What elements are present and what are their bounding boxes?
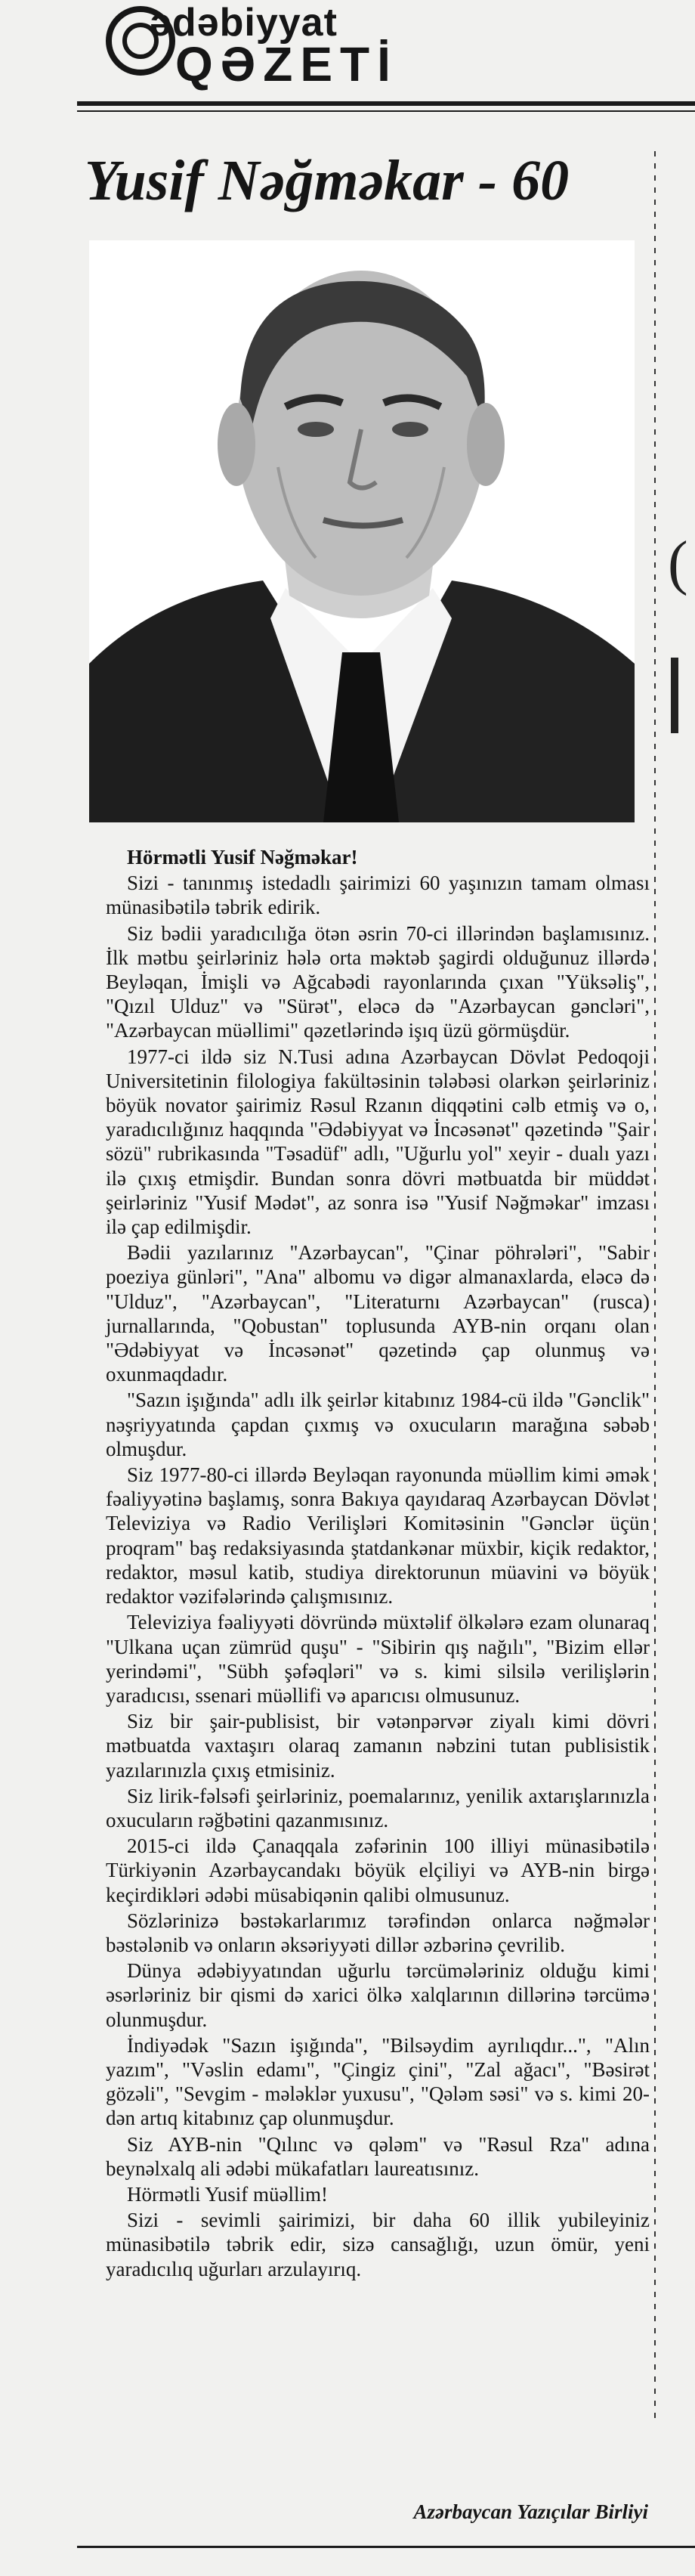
portrait-photo — [89, 240, 635, 822]
article-body — [106, 845, 650, 2283]
masthead-line1: ədəbiyyat — [150, 1, 338, 45]
top-rule-thin — [77, 110, 695, 112]
edge-glyph-paren: ( — [668, 530, 688, 596]
paragraph: Siz lirik-fəlsəfi şeirləriniz, poemalarınız, yenilik axtarışlarınızla oxucuların rəğbətini qazanmısınız. — [106, 1784, 650, 1831]
paragraph: Siz bir şair-publisist, bir vətənpərvər ziyalı kimi dövri mətbuatda vaxtaşırı olaraq zamanın nəbzini tutan publisistik yazılarınızla çıxış etmisiniz. — [106, 1710, 650, 1782]
column-divider — [654, 151, 656, 2419]
masthead-line2: QƏZETİ — [175, 37, 398, 91]
paragraph: Sözlərinizə bəstəkarlarımız tərəfindən onlarca nəğmələr bəstələnib və onların əksəriyyəti dillər əzbərinə çevrilib. — [106, 1909, 650, 1956]
paragraph: Hörmətli Yusif müəllim! — [127, 2182, 328, 2206]
paragraph: Siz 1977-80-ci illərdə Beyləqan rayonunda müəllim kimi əmək fəaliyyətinə başlamış, sonra Bakıya qayıdaraq Azərbaycan Dövlət Televiziya və Radio Verilişləri Komitəsinin "Gənclər üçün proqram" baş redaksiyasında ştatdankənar müxbir, kiçik redaktor, redaktor, məsul katib, studiya direktorunun müavini və böyük redaktor vəzifələrində çalışmısınız. — [106, 1463, 650, 1608]
paragraph: "Sazın işığında" adlı ilk şeirlər kitabınız 1984-cü ildə "Gənclik" nəşriyyatında çapdan çıxmış və oxucuların marağına səbəb olmuşdur. — [106, 1389, 650, 1460]
paragraph: Sizi - sevimli şairimizi, bir daha 60 illik yubileyiniz münasibətilə təbrik edir, sizə cansağlığı, uzun ömür, yeni yaradıcılıq uğurları arzulayırıq. — [106, 2209, 650, 2280]
paragraph: Sizi - tanınmış istedadlı şairimizi 60 yaşınızın tamam olması münasibətilə təbrik edirik. — [106, 872, 650, 919]
paragraph: Siz bədii yaradıcılığa ötən əsrin 70-ci illərindən başlamısınız. İlk mətbu şeirləriniz hələ orta məktəb şagirdi olduğunuz illərdə Beyləqan, İmişli və Ağcabədi rayonlarında çıxan "Yüksəliş", "Qızıl Ulduz" və "Sürət", eləcə də "Azərbaycan gəncləri", "Azərbaycan müəllimi" qəzetlərində işıq üzü görmüşdür. — [106, 921, 650, 1042]
page-title: Yusif Nəğməkar - 60 — [85, 149, 570, 212]
top-rule — [77, 101, 695, 106]
signature: Azərbaycan Yazıçılar Birliyi — [413, 2500, 648, 2523]
paragraph: Dünya ədəbiyyatından uğurlu tərcümələriniz olduğu kimi əsərləriniz bir qismi də xarici ölkə xalqlarının dillərinə tərcümə olunmuşdur. — [106, 1959, 650, 2031]
paragraph: 2015-ci ildə Çanaqqala zəfərinin 100 illiyi münasibətilə Türkiyənin Azərbaycandakı böyük elçiliyi və AYB-nin birgə keçirdikləri ədəbi müsabiqənin qalibi olmusunuz. — [106, 1834, 650, 1906]
portrait-illustration — [89, 240, 635, 822]
edge-glyph-bar — [671, 658, 678, 733]
paragraph: Televiziya fəaliyyəti dövründə müxtəlif ölkələrə ezam olunaraq "Ulkana uçan zümrüd quşu" - "Sibirin qış nağılı", "Bizim ellər yerindəmi", "Sübh şəfəqləri" və s. kimi silsilə verilişlərin yaradıcısı, ssenari müəllifi və aparıcısı olmusunuz. — [106, 1611, 650, 1707]
paragraph: İndiyədək "Sazın işığında", "Bilsəydim ayrılıqdır...", "Alın yazım", "Vəslin edamı", "Çingiz çini", "Zal ağacı", "Bəsirət gözəli", "Sevgim - mələklər yuxusu", "Qələm səsi" və s. kimi 20-dən artıq kitabınız çap olunmuşdur. — [106, 2033, 650, 2130]
paragraph: Bədii yazılarınız "Azərbaycan", "Çinar pöhrələri", "Sabir poeziya günləri", "Ana" albomu və digər almanaxlarda, eləcə də "Ulduz", "Azərbaycan", "Literaturnı Azərbaycan" (rusca) jurnallarında, "Qobustan" toplusunda AYB-nin orqanı olan "Ədəbiyyat və İncəsənət" qəzetində çap olunmuş və oxunmaqdadır. — [106, 1241, 650, 1386]
masthead-logo — [106, 0, 408, 91]
salutation: Hörmətli Yusif Nəğməkar! — [127, 846, 358, 868]
paragraph: 1977-ci ildə siz N.Tusi adına Azərbaycan Dövlət Pedoqoji Universitetinin filologiya fakültəsinin tələbəsi olarkən şeirləriniz böyük novator şairimiz Rəsul Rzanın diqqətini cəlb etmiş və o, yaradıcılığınız haqqında "Ədəbiyyat və İncəsənət" qəzetində "Şair sözü" rubrikasında "Təsadüf" adlı, "Uğurlu yol" xeyir - dualı yazı ilə çıxış etmişdir. Bundan sonra dövri mətbuatda bir müddət şeirləriniz "Yusif Mədət", az sonra isə "Yusif Nəğməkar" imzası ilə çap edilmişdir. — [106, 1045, 650, 1239]
paragraph: Siz AYB-nin "Qılınc və qələm" və "Rəsul Rza" adına beynəlxalq ali ədəbi mükafatları laureatısınız. — [106, 2132, 650, 2180]
bottom-rule — [77, 2546, 695, 2548]
